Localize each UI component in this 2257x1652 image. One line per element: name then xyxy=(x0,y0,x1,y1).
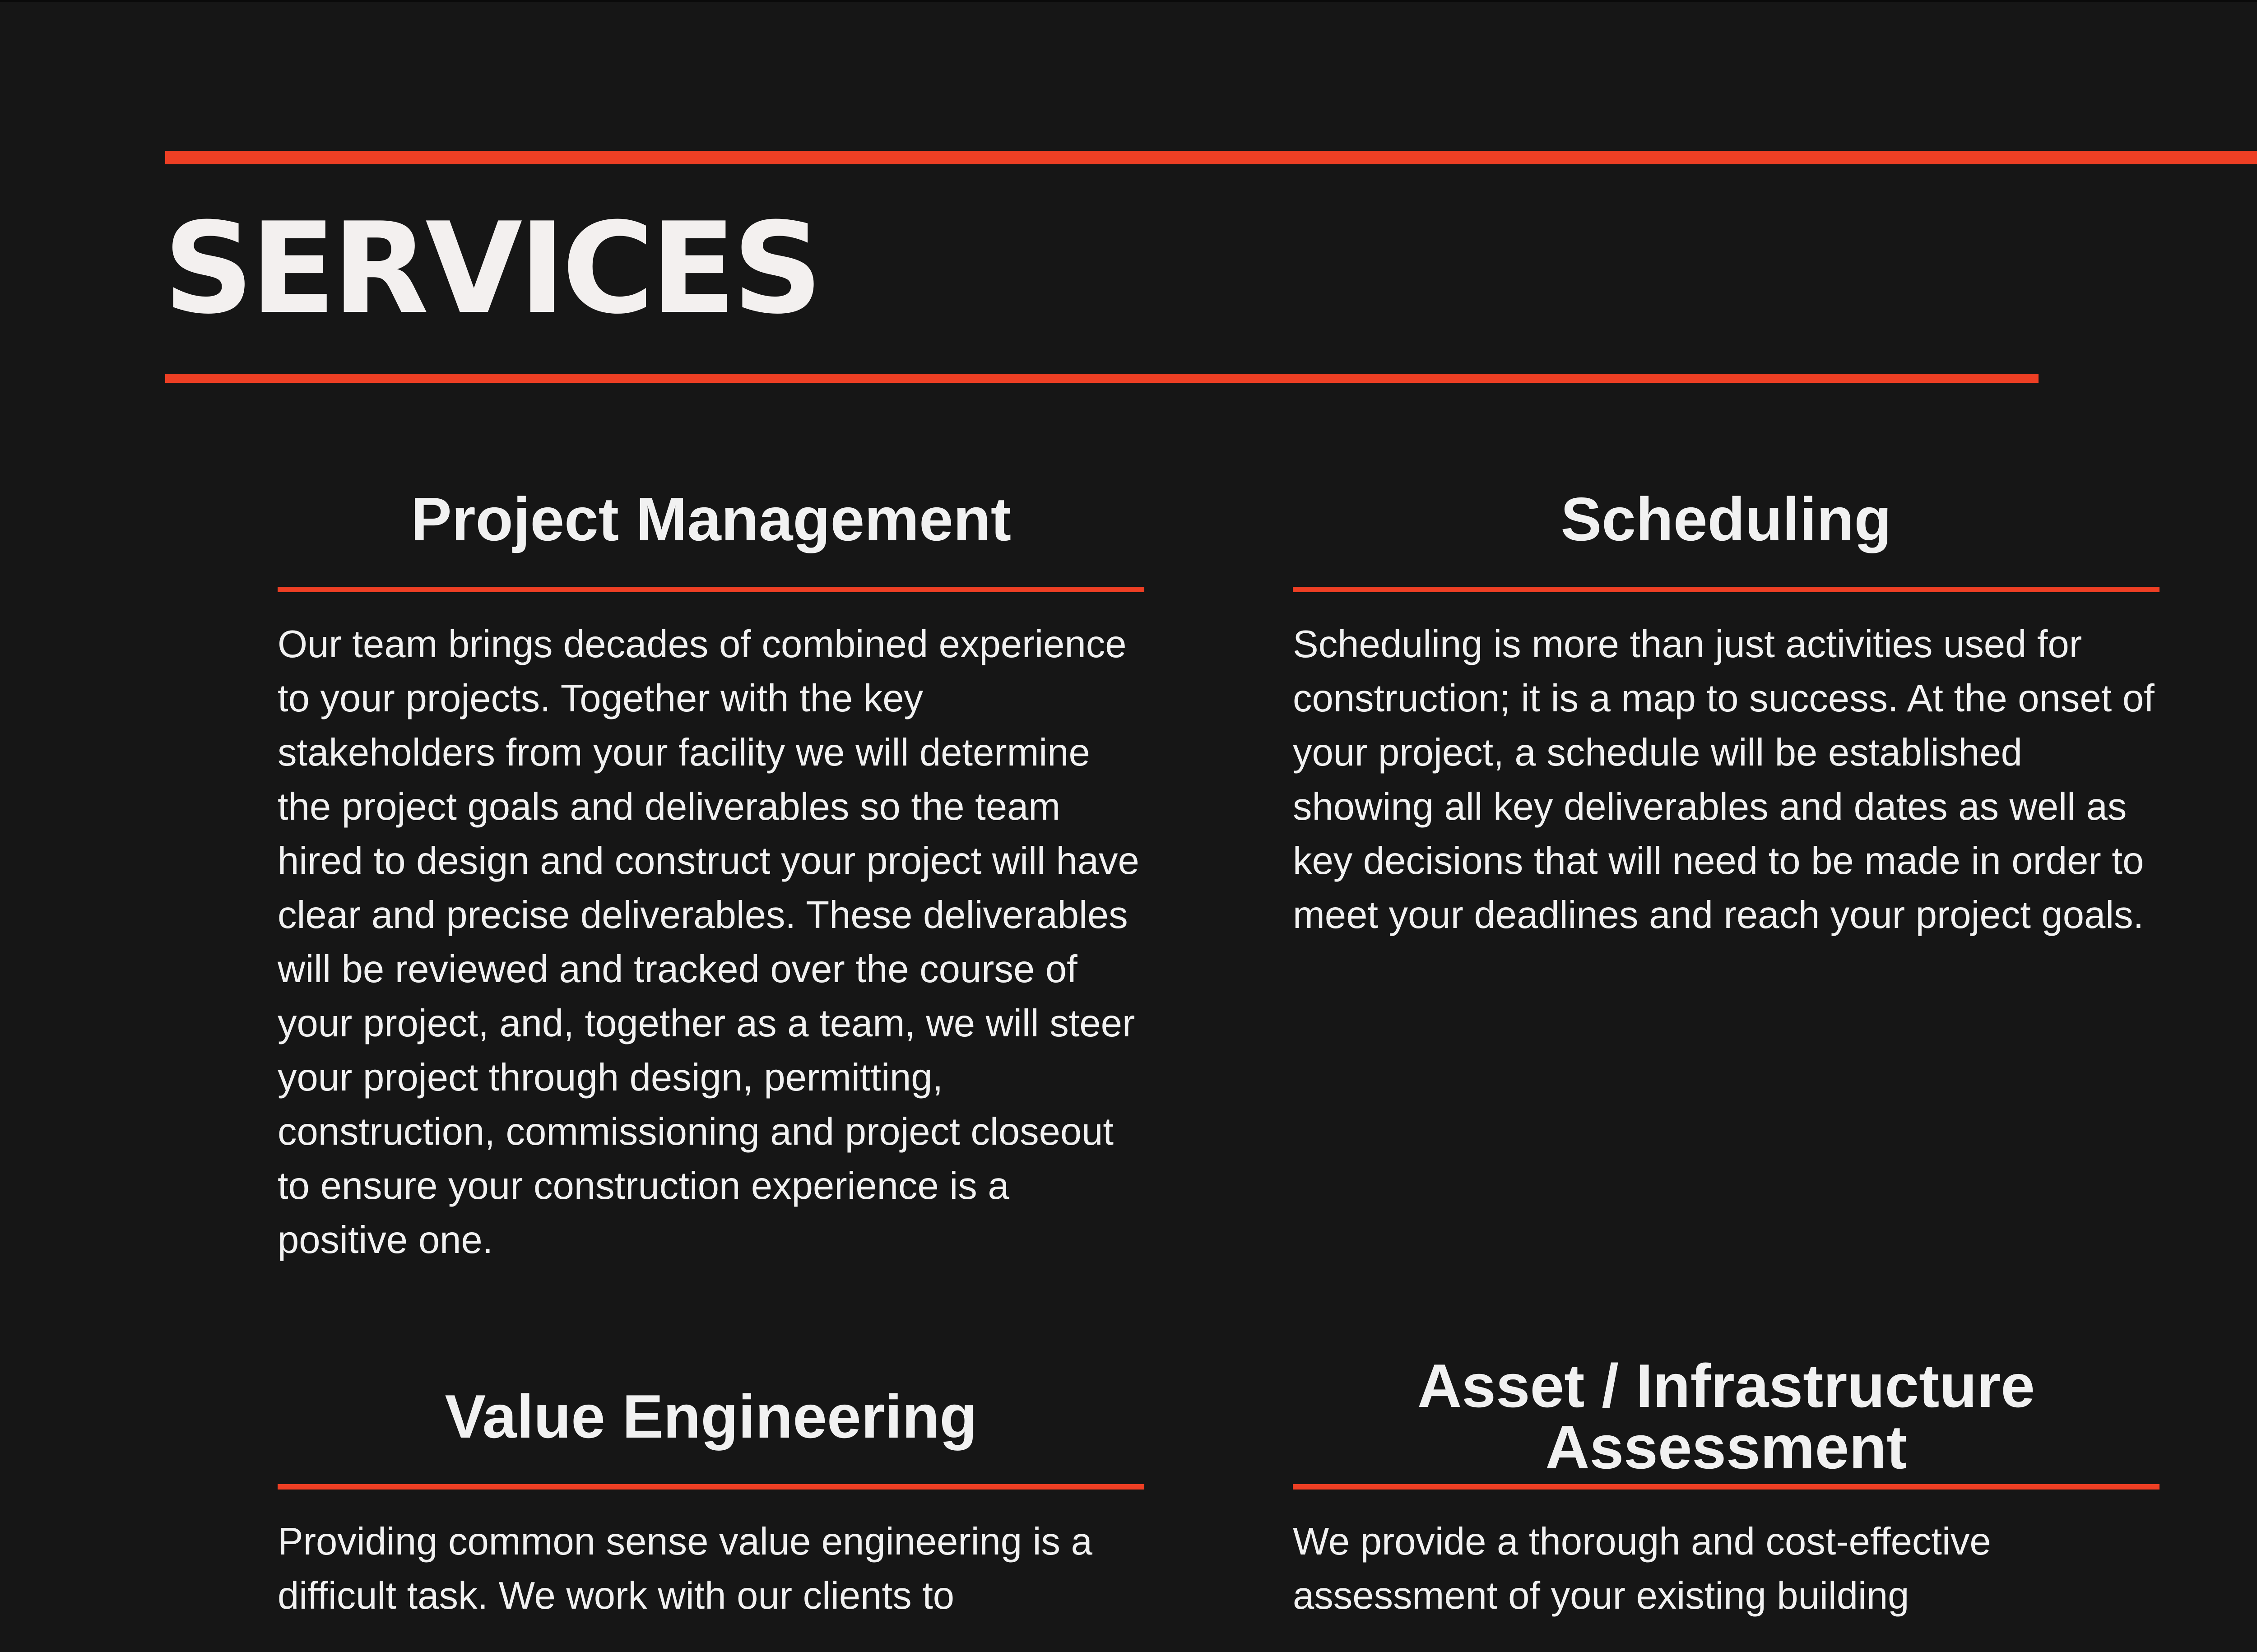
service-divider xyxy=(278,1484,1144,1490)
section-top-rule xyxy=(165,151,2257,164)
service-card-head xyxy=(278,1349,1144,1484)
service-description: We provide a thorough and cost-effective assessment of your existing building xyxy=(1293,1520,1991,1617)
section-title-underline xyxy=(165,374,2039,383)
service-description: Providing common sense value engineering is a difficult task. We work with our clients to xyxy=(278,1520,1092,1617)
service-divider xyxy=(1293,587,2159,592)
service-card-scheduling xyxy=(1293,451,2159,942)
header-edge xyxy=(0,0,2257,2)
service-card-asset-infrastructure-assessment xyxy=(1293,1349,2159,1623)
service-description: Scheduling is more than just activities used for construction; it is a map to success. At the onset of your project, a schedule will be established showing all key deliverables and dates as well as key decisions that will need to be made in order to meet your deadlines and reach your project goals. xyxy=(1293,623,2155,937)
service-divider xyxy=(1293,1484,2159,1490)
service-card-value-engineering xyxy=(278,1349,1144,1623)
service-title: Asset / Infrastructure Assessment xyxy=(1417,1351,2035,1481)
section-title: SERVICES xyxy=(163,195,819,342)
service-card-head xyxy=(1293,451,2159,587)
service-divider xyxy=(278,587,1144,592)
service-card-head xyxy=(1293,1349,2159,1484)
service-title: Scheduling xyxy=(1560,485,1892,553)
service-title: Value Engineering xyxy=(445,1382,977,1451)
service-description: Our team brings decades of combined experience to your projects. Together with the key stakeholders from your facility we will determine the project goals and deliverables so the team hired to design and construct your project will have clear and precise deliverables. These deliverables will be reviewed and tracked over the course of your project, and, together as a team, we will steer your project through design, permitting, construction, commissioning and project closeout to ensure your construction experience is a positive one. xyxy=(278,623,1139,1262)
service-card-project-management xyxy=(278,451,1144,1267)
service-card-head xyxy=(278,451,1144,587)
service-title: Project Management xyxy=(410,485,1012,553)
